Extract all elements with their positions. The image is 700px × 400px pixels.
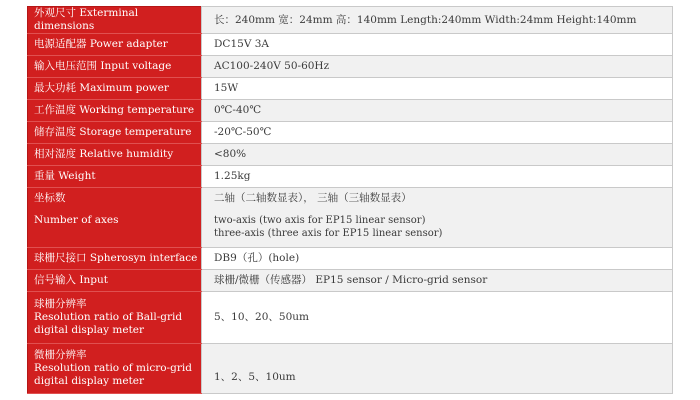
table-row (28, 188, 673, 248)
table-row (28, 34, 673, 56)
row-label-en: digital display meter (34, 375, 145, 387)
row-value: 0℃-40℃ (202, 100, 673, 122)
row-label-zh: 坐标数 (34, 192, 66, 204)
row-label: 外观尺寸 Exterminal dimensions (28, 7, 202, 34)
row-value: 15W (202, 78, 673, 100)
row-value: -20℃-50℃ (202, 122, 673, 144)
row-value: 球栅/微栅（传感器） EP15 sensor / Micro-grid sensor (202, 270, 673, 292)
row-label: 信号输入 Input (28, 270, 202, 292)
row-value: 1、2、5、10um (202, 344, 673, 394)
table-row (28, 144, 673, 166)
row-label: 最大功耗 Maximum power (28, 78, 202, 100)
row-value (202, 188, 673, 248)
row-label: 相对湿度 Relative humidity (28, 144, 202, 166)
row-value: 5、10、20、50um (202, 292, 673, 344)
row-label: 球栅尺接口 Spherosyn interface (28, 248, 202, 270)
row-value-line: three-axis (three axis for EP15 linear sensor) (214, 228, 443, 239)
row-label-zh: 球栅分辨率 (34, 298, 87, 310)
table-row (28, 166, 673, 188)
row-label: 重量 Weight (28, 166, 202, 188)
row-label: 工作温度 Working temperature (28, 100, 202, 122)
row-label: 储存温度 Storage temperature (28, 122, 202, 144)
row-label-en: Number of axes (34, 214, 119, 226)
row-label (28, 344, 202, 394)
row-label-zh: 微栅分辨率 (34, 349, 87, 361)
row-label: 电源适配器 Power adapter (28, 34, 202, 56)
table-row (28, 56, 673, 78)
table-row (28, 292, 673, 344)
row-label-en: Resolution ratio of micro-grid (34, 362, 192, 374)
table-row (28, 100, 673, 122)
specifications-table (27, 6, 673, 394)
row-value: DC15V 3A (202, 34, 673, 56)
row-value: DB9（孔）(hole) (202, 248, 673, 270)
row-label-en: Resolution ratio of Ball-grid (34, 311, 183, 323)
table-row (28, 248, 673, 270)
row-label: 输入电压范围 Input voltage (28, 56, 202, 78)
row-value-line: two-axis (two axis for EP15 linear sensor) (214, 215, 426, 226)
table-row (28, 344, 673, 394)
row-value: 长：240mm 宽：24mm 高：140mm Length:240mm Width:24mm Height:140mm (202, 7, 673, 34)
row-label (28, 188, 202, 248)
table-row (28, 270, 673, 292)
row-value: <80% (202, 144, 673, 166)
table-row (28, 122, 673, 144)
row-value-line: 二轴（二轴数显表）， 三轴（三轴数显表） (214, 192, 412, 204)
row-value: 1.25kg (202, 166, 673, 188)
row-label-en: digital display meter (34, 324, 145, 336)
row-value: AC100-240V 50-60Hz (202, 56, 673, 78)
table-row (28, 7, 673, 34)
table-row (28, 78, 673, 100)
row-label (28, 292, 202, 344)
